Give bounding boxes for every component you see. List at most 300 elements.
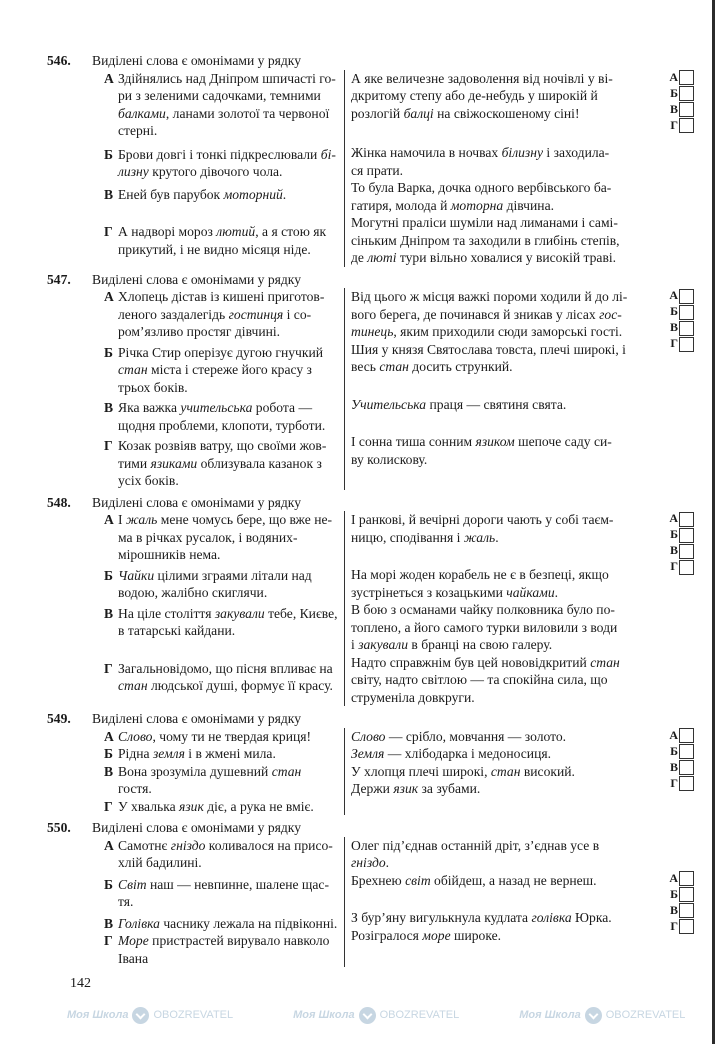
text-segment: дкритому степу або де-небудь у широкій й xyxy=(351,88,598,103)
task-prompt: Виділені слова є омонімами у рядку xyxy=(92,820,301,835)
text-segment: Яка важка xyxy=(118,400,181,415)
text-segment: В бою з османами чайку полковника було по- xyxy=(351,602,615,617)
option-2 xyxy=(104,876,338,911)
example-line xyxy=(351,654,644,672)
option-2 xyxy=(104,567,338,602)
option-line xyxy=(118,728,338,746)
option-line xyxy=(118,660,338,678)
answer-letter: В xyxy=(669,543,678,558)
answer-letter: В xyxy=(669,320,678,335)
text-segment: наш — невпинне, шалене щас- xyxy=(146,876,329,892)
highlighted-word: учительська xyxy=(180,400,253,415)
text-segment: дівчина. xyxy=(503,197,554,213)
task-prompt: Виділені слова є омонімами у рядку xyxy=(92,271,301,287)
highlighted-word: Море xyxy=(118,933,149,948)
answer-row xyxy=(652,70,694,86)
watermark-logo-icon xyxy=(132,1007,149,1024)
text-segment: У хвалька xyxy=(118,798,180,814)
example-line xyxy=(351,197,644,215)
highlighted-word: тинець xyxy=(351,324,394,339)
answer-row xyxy=(652,86,694,102)
answer-row xyxy=(652,118,694,134)
answer-checkbox[interactable] xyxy=(679,887,694,902)
example-sentence xyxy=(351,214,644,267)
answer-checkbox[interactable] xyxy=(679,337,694,352)
answer-letter: А xyxy=(669,870,678,885)
option-1 xyxy=(104,728,338,746)
task-prompt: Виділені слова є омонімами у рядку xyxy=(92,494,301,510)
answer-letter: Г xyxy=(670,559,678,574)
text-segment: і со- xyxy=(283,306,312,322)
option-line xyxy=(118,511,338,529)
option-4 xyxy=(104,932,338,967)
options-list xyxy=(92,728,344,816)
answer-checkbox[interactable] xyxy=(679,118,694,133)
text-segment: . xyxy=(385,855,390,870)
answer-boxes xyxy=(644,70,694,267)
answer-row xyxy=(652,887,694,903)
option-letter: Б xyxy=(104,344,113,360)
option-letter: Б xyxy=(104,146,113,162)
watermark xyxy=(293,1007,459,1025)
highlighted-word: Земля xyxy=(351,746,385,761)
option-line xyxy=(118,546,338,564)
examples-column xyxy=(344,288,644,490)
option-4 xyxy=(104,223,338,258)
options-list xyxy=(92,837,344,968)
text-segment: облизувала казанок з xyxy=(197,455,322,471)
option-line xyxy=(118,529,338,547)
highlighted-word: язик xyxy=(393,781,419,796)
answer-letter: А xyxy=(669,511,678,526)
answer-checkbox[interactable] xyxy=(679,903,694,918)
highlighted-word: бі- xyxy=(320,146,336,162)
option-letter: А xyxy=(104,512,114,527)
option-line xyxy=(118,876,338,894)
highlighted-word: Голівка xyxy=(118,915,160,931)
examples-column xyxy=(344,837,644,968)
answer-checkbox[interactable] xyxy=(679,289,694,304)
highlighted-word: гніздо xyxy=(351,855,386,870)
answer-checkbox[interactable] xyxy=(679,305,694,320)
option-line xyxy=(118,893,338,911)
text-segment: весь xyxy=(351,359,380,374)
highlighted-word: балці xyxy=(403,105,434,121)
answer-letter: А xyxy=(669,288,678,303)
option-line xyxy=(118,361,338,379)
example-line xyxy=(351,872,644,890)
text-segment: , чому ти не твердая криця! xyxy=(152,728,312,744)
answer-letter: Б xyxy=(670,85,678,100)
option-line xyxy=(118,798,338,816)
option-line xyxy=(118,567,338,585)
task-548 xyxy=(47,494,701,707)
text-segment: стерні. xyxy=(118,123,158,138)
highlighted-word: стан xyxy=(379,359,409,374)
text-segment: водою, жалібно скиглячи. xyxy=(118,585,268,600)
answer-checkbox[interactable] xyxy=(679,86,694,101)
option-1 xyxy=(104,70,338,140)
answer-row xyxy=(652,919,694,935)
option-letter: А xyxy=(104,837,114,853)
text-segment: Хлопець дістав із кишені приготов- xyxy=(118,289,325,304)
answer-checkbox[interactable] xyxy=(679,919,694,934)
answer-letter: Б xyxy=(670,527,678,542)
answer-row xyxy=(652,304,694,320)
option-line xyxy=(118,87,338,105)
text-segment: ницю, сподівання і xyxy=(351,529,464,545)
examples-column xyxy=(344,728,644,816)
option-letter: А xyxy=(104,70,114,86)
option-4 xyxy=(104,437,338,490)
option-line xyxy=(118,163,338,181)
highlighted-word: море xyxy=(422,927,451,943)
option-4 xyxy=(104,798,338,816)
example-line xyxy=(351,745,644,763)
text-segment: вого берега, де починався й зникав у лісах xyxy=(351,306,600,322)
text-segment: . xyxy=(554,584,559,600)
option-letter: Г xyxy=(104,798,113,814)
example-sentence xyxy=(351,511,644,546)
text-segment: І сонна тиша сонним xyxy=(351,434,476,449)
answer-letter: Г xyxy=(670,775,678,790)
answer-row xyxy=(652,543,694,559)
task-547 xyxy=(47,271,701,490)
highlighted-word: язиками xyxy=(150,455,198,471)
example-line xyxy=(351,232,644,250)
example-line xyxy=(351,433,644,451)
highlighted-word: жаль xyxy=(463,529,496,545)
highlighted-word: Світ xyxy=(118,876,147,892)
text-segment: ри з зеленими садочками, темними xyxy=(118,88,321,103)
option-1 xyxy=(104,511,338,564)
task-number: 549. xyxy=(47,711,71,726)
example-line xyxy=(351,584,644,602)
example-line xyxy=(351,162,644,180)
example-line xyxy=(351,70,644,88)
answer-row xyxy=(652,511,694,527)
text-segment: Івана xyxy=(118,950,149,966)
answer-checkbox[interactable] xyxy=(679,871,694,886)
example-sentence xyxy=(351,70,644,123)
option-letter: В xyxy=(104,763,114,779)
task-number: 546. xyxy=(47,53,71,68)
option-line xyxy=(118,605,338,623)
text-segment: А яке величезне задоволення від ночівлі у ві- xyxy=(351,70,613,86)
text-segment: хлій бадилині. xyxy=(118,855,202,870)
option-line xyxy=(118,399,338,417)
option-3 xyxy=(104,399,338,434)
option-line xyxy=(118,472,338,490)
text-segment: Могутні праліси шуміли над лиманами і самі- xyxy=(351,215,618,230)
text-segment: А надворі мороз xyxy=(118,224,217,239)
text-segment: високий. xyxy=(520,763,575,779)
answer-checkbox[interactable] xyxy=(679,512,694,527)
highlighted-word: жаль xyxy=(125,512,158,527)
option-4 xyxy=(104,660,338,695)
answer-checkbox[interactable] xyxy=(679,102,694,117)
text-segment: тя. xyxy=(118,894,134,909)
highlighted-word: моторний xyxy=(223,186,283,202)
option-3 xyxy=(104,186,338,204)
text-segment: топлено, а його самого турки виловили з води xyxy=(351,619,618,635)
example-line xyxy=(351,396,644,414)
text-segment: розлогій xyxy=(351,105,404,121)
text-segment: Шия у князя Святослава товста, плечі широкі, і xyxy=(351,341,626,357)
text-segment: Жінка намочила в ночвах xyxy=(351,145,502,160)
options-list xyxy=(92,511,344,706)
text-segment: Надто справжнім був цей нововідкритий xyxy=(351,654,591,670)
text-segment: ву колискову. xyxy=(351,451,428,467)
text-segment: міста і стереже його красу з xyxy=(147,362,312,377)
example-line xyxy=(351,105,644,123)
answer-checkbox[interactable] xyxy=(679,528,694,543)
answer-letter: В xyxy=(669,902,678,917)
answer-letter: Г xyxy=(670,918,678,933)
answer-boxes xyxy=(644,511,694,706)
highlighted-word: стан xyxy=(118,678,148,693)
answer-checkbox[interactable] xyxy=(679,776,694,791)
option-letter: Г xyxy=(104,660,113,676)
example-sentence xyxy=(351,179,644,214)
option-1 xyxy=(104,837,338,872)
example-line xyxy=(351,837,644,855)
answer-checkbox[interactable] xyxy=(679,560,694,575)
example-sentence xyxy=(351,396,644,414)
answer-letter: Б xyxy=(670,886,678,901)
example-line xyxy=(351,288,644,306)
answer-boxes xyxy=(644,728,694,816)
text-segment: на свіжоскошеному сіні! xyxy=(433,105,580,121)
example-sentence xyxy=(351,433,644,468)
text-segment: І ранкові, й вечірні дороги чають у собі таєм- xyxy=(351,512,614,527)
option-line xyxy=(118,146,338,164)
option-line xyxy=(118,288,338,306)
text-segment: У хлопця плечі широкі, xyxy=(351,763,491,779)
answer-row xyxy=(652,760,694,776)
option-line xyxy=(118,854,338,872)
example-line xyxy=(351,529,644,547)
text-segment: шепоче саду си- xyxy=(514,434,612,449)
example-sentence xyxy=(351,780,644,798)
text-segment: тими xyxy=(118,455,151,471)
option-line xyxy=(118,323,338,341)
example-sentence xyxy=(351,144,644,179)
highlighted-word: Чайки xyxy=(118,567,155,583)
text-segment: щодня проблеми, клопоти, турботи. xyxy=(118,417,326,433)
task-prompt: Виділені слова є омонімами у рядку xyxy=(92,53,301,68)
example-sentence xyxy=(351,927,644,945)
watermark-school-text: Моя Школа xyxy=(67,1008,129,1021)
example-line xyxy=(351,909,644,927)
highlighted-word: закували xyxy=(214,605,265,621)
option-line xyxy=(118,837,338,855)
watermark-brand-text: OBOZREVATEL xyxy=(379,1008,460,1021)
example-line xyxy=(351,927,644,945)
watermark xyxy=(67,1007,233,1025)
example-line xyxy=(351,179,644,197)
highlighted-word: моторна xyxy=(450,197,504,213)
highlighted-word: чайками xyxy=(506,584,555,600)
highlighted-word: Учительська xyxy=(351,396,427,412)
task-549 xyxy=(47,710,701,815)
text-segment: Здійнялись над Дніпром шпичасті го- xyxy=(118,70,336,86)
text-segment: . xyxy=(282,186,287,202)
answer-checkbox[interactable] xyxy=(679,70,694,85)
text-segment: де xyxy=(351,250,368,265)
example-line xyxy=(351,671,644,689)
text-segment: гостя. xyxy=(118,781,152,796)
text-segment: . xyxy=(495,529,499,545)
highlighted-word: Слово xyxy=(118,728,153,744)
option-line xyxy=(118,344,338,362)
tasks-list xyxy=(47,52,701,967)
option-letter: В xyxy=(104,605,114,621)
text-segment: На ціле століття xyxy=(118,605,215,621)
text-segment: часнику лежала на підвіконні. xyxy=(159,915,338,931)
text-segment: обійдеш, а назад не вернеш. xyxy=(430,872,597,888)
example-line xyxy=(351,780,644,798)
task-number: 550. xyxy=(47,820,71,835)
option-line xyxy=(118,70,338,88)
text-segment: сіньким Дніпром та заходили в глибінь степів, xyxy=(351,232,620,248)
option-line xyxy=(118,745,338,763)
answer-boxes xyxy=(644,837,694,968)
example-line xyxy=(351,511,644,529)
text-segment: мірошників нема. xyxy=(118,547,221,562)
highlighted-word: лизну xyxy=(118,164,149,179)
option-letter: Б xyxy=(104,876,113,892)
example-line xyxy=(351,214,644,232)
text-segment: робота — xyxy=(252,400,313,415)
option-3 xyxy=(104,915,338,933)
answer-checkbox[interactable] xyxy=(679,544,694,559)
example-line xyxy=(351,601,644,619)
option-letter: Г xyxy=(104,224,113,239)
text-segment: тебе, Києве, xyxy=(264,605,338,621)
text-segment: , а я стою як xyxy=(255,224,327,239)
answer-row xyxy=(652,288,694,304)
example-line xyxy=(351,619,644,637)
text-segment: зустрінеться з козацькими xyxy=(351,584,507,600)
option-line xyxy=(118,455,338,473)
example-sentence xyxy=(351,872,644,890)
option-2 xyxy=(104,344,338,397)
text-segment: Олег під’єднав останній дріт, з’єднав усе в xyxy=(351,837,600,853)
answer-checkbox[interactable] xyxy=(679,760,694,775)
answer-letter: Б xyxy=(670,304,678,319)
text-segment: Козак розвіяв ватру, що своїми жов- xyxy=(118,438,327,453)
highlighted-word: стан xyxy=(590,654,620,670)
text-segment: На морі жоден корабель не є в безпеці, якщо xyxy=(351,567,609,582)
option-letter: В xyxy=(104,915,114,931)
option-line xyxy=(118,105,338,123)
example-sentence xyxy=(351,566,644,601)
text-segment: ма в річках русалок, і водяних- xyxy=(118,529,298,545)
highlighted-word: лютий xyxy=(216,224,256,239)
example-line xyxy=(351,249,644,267)
text-segment: Держи xyxy=(351,781,394,796)
text-segment: гатиря, молода й xyxy=(351,197,451,213)
text-segment: широке. xyxy=(450,927,502,943)
example-line xyxy=(351,763,644,781)
text-segment: Вона зрозуміла душевний xyxy=(118,763,272,779)
text-segment: в бранці на свою галеру. xyxy=(408,637,553,652)
example-line xyxy=(351,689,644,707)
option-3 xyxy=(104,763,338,798)
answer-letter: В xyxy=(669,101,678,116)
watermark-brand-text: OBOZREVATEL xyxy=(153,1008,234,1021)
example-sentence xyxy=(351,341,644,376)
option-3 xyxy=(104,605,338,640)
answer-letter: Г xyxy=(670,336,678,351)
option-2 xyxy=(104,745,338,763)
example-line xyxy=(351,306,644,324)
option-line xyxy=(118,417,338,435)
answer-letter: Б xyxy=(670,743,678,758)
example-sentence xyxy=(351,745,644,763)
option-line xyxy=(118,122,338,140)
text-segment: , ланами золотої та червоної xyxy=(165,105,330,121)
text-segment: мене чомусь бере, що вже не- xyxy=(157,512,333,527)
watermark-school-text: Моя Школа xyxy=(293,1008,355,1021)
option-line xyxy=(118,241,338,259)
highlighted-word: стан xyxy=(490,763,521,779)
text-segment: Рідна xyxy=(118,746,153,761)
answer-checkbox[interactable] xyxy=(679,728,694,743)
answer-checkbox[interactable] xyxy=(679,744,694,759)
text-segment: прикутий, і не видно місяця ніде. xyxy=(118,241,311,257)
answer-letter: Г xyxy=(670,117,678,132)
option-line xyxy=(118,306,338,324)
text-segment: людської душі, формує її красу. xyxy=(147,678,333,693)
text-segment: за зубами. xyxy=(418,781,481,796)
example-line xyxy=(351,87,644,105)
text-segment: усіх боків. xyxy=(118,473,179,488)
answer-row xyxy=(652,336,694,352)
example-line xyxy=(351,341,644,359)
options-list xyxy=(92,288,344,490)
option-letter: Б xyxy=(104,567,113,583)
text-segment: Самотнє xyxy=(118,837,171,853)
text-segment: , яким приходили сюди заморські гості. xyxy=(393,324,623,339)
answer-row xyxy=(652,320,694,336)
option-line xyxy=(118,223,338,241)
answer-row xyxy=(652,102,694,118)
option-1 xyxy=(104,288,338,341)
highlighted-word: гостинця xyxy=(228,306,284,322)
example-sentence xyxy=(351,601,644,654)
answer-row xyxy=(652,527,694,543)
highlighted-word: стан xyxy=(271,763,302,779)
option-line xyxy=(118,186,338,204)
option-letter: В xyxy=(104,186,114,202)
example-line xyxy=(351,358,644,376)
option-line xyxy=(118,622,338,640)
answer-boxes xyxy=(644,288,694,490)
answer-checkbox[interactable] xyxy=(679,321,694,336)
text-segment: цілими зграями літали над xyxy=(154,567,312,583)
highlighted-word: Слово xyxy=(351,728,386,744)
option-letter: Г xyxy=(104,438,113,453)
text-segment: і xyxy=(351,637,359,652)
example-sentence xyxy=(351,288,644,341)
highlighted-word: люті xyxy=(367,250,397,265)
task-550 xyxy=(47,819,701,967)
example-line xyxy=(351,144,644,162)
example-line xyxy=(351,566,644,584)
text-segment: Юрка. xyxy=(571,910,612,925)
